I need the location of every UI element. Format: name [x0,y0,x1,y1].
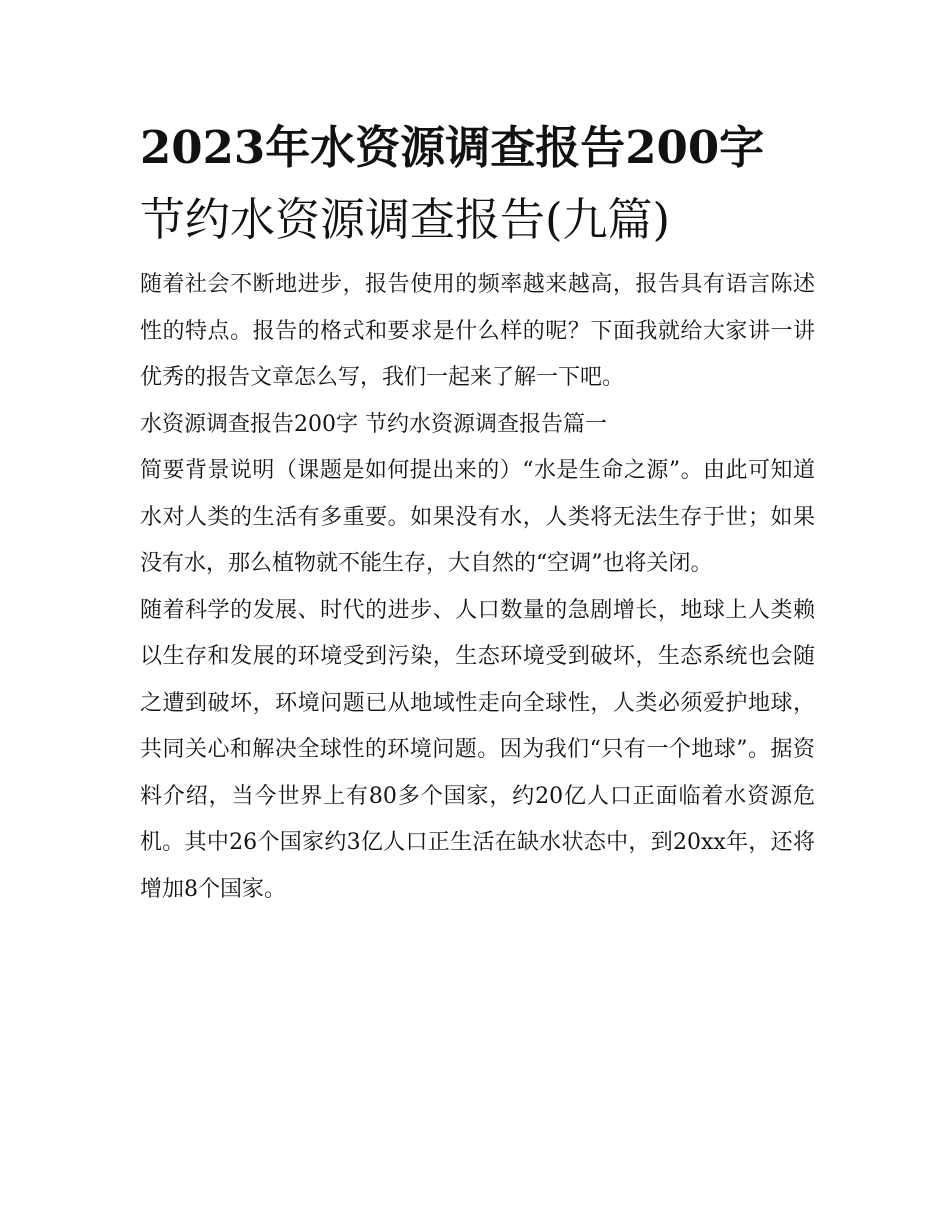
paragraph-intro: 随着社会不断地进步，报告使用的频率越来越高，报告具有语言陈述性的特点。报告的格式和要求是什么样的呢？下面我就给大家讲一讲优秀的报告文章怎么写，我们一起来了解一下吧。 [140,272,815,390]
paragraph-background: 简要背景说明（课题是如何提出来的）“水是生命之源”。由此可知道水对人类的生活有多重要。如果没有水，人类将无法生存于世；如果没有水，那么植物就不能生存，大自然的“空调”也将关闭。 [140,458,815,576]
document-content [140,112,815,913]
section-heading: 水资源调查报告200字 节约水资源调查报告篇一 [140,411,607,437]
title-line-1: 2023年水资源调查报告200字 [140,121,765,174]
title-line-2: 节约水资源调查报告(九篇) [140,193,671,246]
document-body [140,262,815,913]
document-title [140,112,815,256]
paragraph-environment: 随着科学的发展、时代的进步、人口数量的急剧增长，地球上人类赖以生存和发展的环境受到污染，生态环境受到破坏，生态系统也会随之遭到破坏，环境问题已从地域性走向全球性，人类必须爱护地球，共同关心和解决全球性的环境问题。因为我们“只有一个地球”。据资料介绍，当今世界上有80多个国家，约20亿人口正面临着水资源危机。其中26个国家约3亿人口正生活在缺水状态中，到20xx年，还将增加8个国家。 [140,597,815,902]
